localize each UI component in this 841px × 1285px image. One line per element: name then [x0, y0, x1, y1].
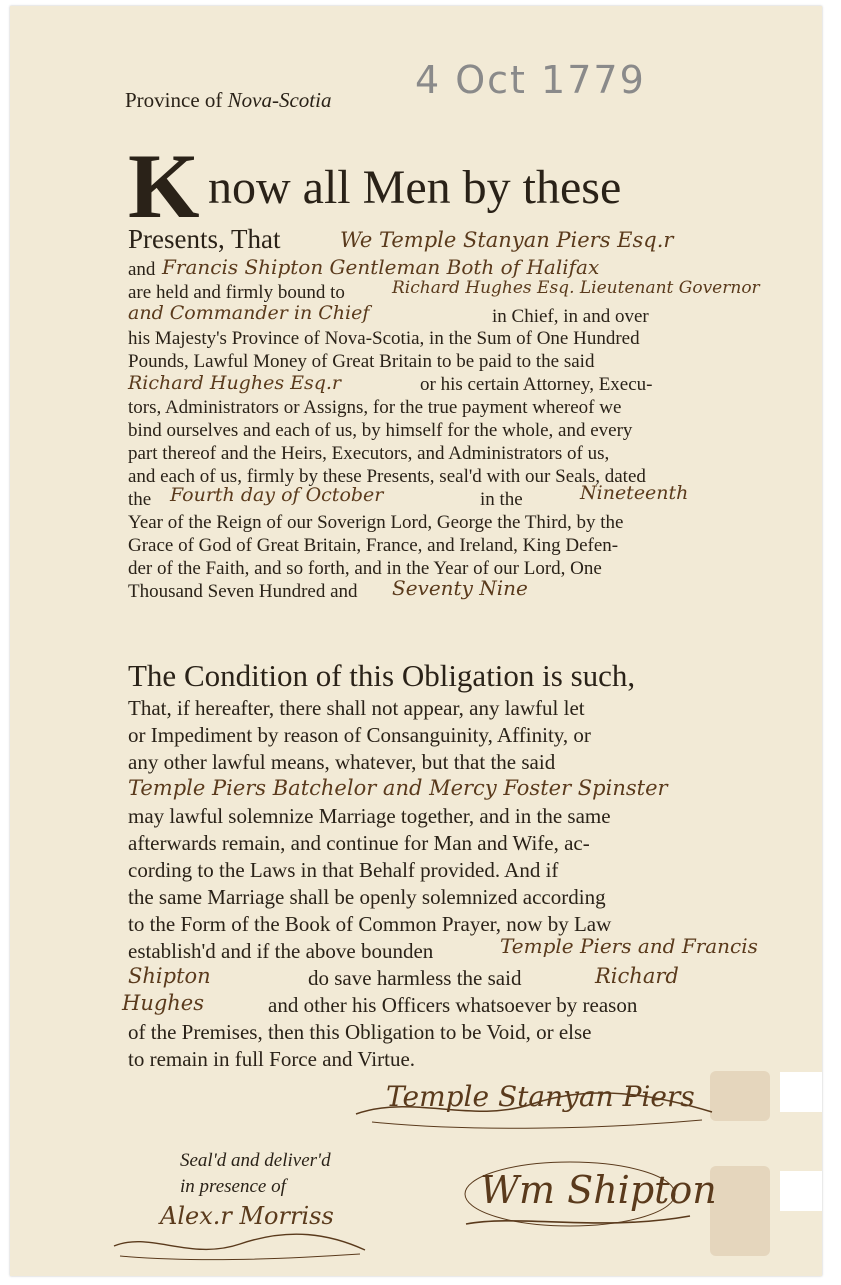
condition-line: any other lawful means, whatever, but that the said	[128, 750, 556, 774]
bond-line: part thereof and the Heirs, Executors, and Administrators of us,	[128, 443, 610, 464]
said-handwriting-2: Hughes	[122, 991, 205, 1015]
and-label: and	[128, 259, 156, 280]
drop-cap: K	[128, 135, 200, 237]
obligee-handwriting-2: and Commander in Chief	[128, 302, 370, 324]
signature-2	[460, 1154, 717, 1239]
province-name: Nova-Scotia	[227, 88, 332, 112]
condition-line: to remain in full Force and Virtue.	[128, 1047, 416, 1071]
condition-heading: The Condition of this Obligation is such,	[128, 658, 636, 693]
bond-document	[10, 6, 822, 1276]
condition-line: afterwards remain, and continue for Man and Wife, ac-	[128, 831, 590, 855]
bond-line: der of the Faith, and so forth, and in the Year of our Lord, One	[128, 558, 602, 579]
province-label: Province of	[125, 88, 223, 112]
condition-line: to the Form of the Book of Common Prayer, now by Law	[128, 912, 612, 936]
condition-line: of the Premises, then this Obligation to be Void, or else	[128, 1020, 592, 1044]
obligee-handwriting-1: Richard Hughes Esq. Lieutenant Governor	[392, 278, 760, 298]
bond-line: bind ourselves and each of us, by himself for the whole, and every	[128, 420, 633, 441]
signer-1-name: Temple Stanyan Piers	[386, 1080, 695, 1113]
obligee-handwriting-3: Richard Hughes Esq.r	[128, 372, 342, 394]
bond-line: his Majesty's Province of Nova-Scotia, in the Sum of One Hundred	[128, 328, 640, 349]
witness-signature: Alex.r Morriss	[160, 1202, 334, 1230]
condition-line: establish'd and if the above bounden	[128, 939, 434, 963]
bounden-handwriting-2: Shipton	[128, 964, 211, 988]
year-handwriting: Seventy Nine	[392, 576, 528, 600]
witness-flourish	[110, 1226, 370, 1266]
bond-line: Grace of God of Great Britain, France, and Ireland, King Defen-	[128, 535, 619, 556]
presents-label: Presents, That	[128, 224, 281, 254]
obligors-handwriting-1: We Temple Stanyan Piers Esq.r	[340, 228, 674, 252]
headline-text: now all Men by these	[208, 161, 622, 214]
condition-line: do save harmless the said	[308, 966, 522, 990]
signature-1	[352, 1074, 722, 1139]
bond-line: Pounds, Lawful Money of Great Britain to be paid to the said	[128, 351, 595, 372]
condition-line: That, if hereafter, there shall not appear, any lawful let	[128, 696, 585, 720]
signer-2-name: Wm Shipton	[480, 1168, 717, 1212]
bounden-handwriting-1: Temple Piers and Francis	[500, 934, 758, 958]
presence-label: in presence of	[180, 1176, 286, 1197]
bond-line: Year of the Reign of our Soverign Lord, George the Third, by the	[128, 512, 624, 533]
parties-handwriting: Temple Piers Batchelor and Mercy Foster Spinster	[128, 776, 668, 800]
condition-line: may lawful solemnize Marriage together, and in the same	[128, 804, 611, 828]
in-the-label: in the	[480, 489, 523, 510]
condition-line: and other his Officers whatsoever by reason	[268, 993, 638, 1017]
sealed-label: Seal'd and deliver'd	[180, 1150, 331, 1171]
bond-line: tors, Administrators or Assigns, for the true payment whereof we	[128, 397, 622, 418]
bound-label: are held and firmly bound to	[128, 282, 345, 303]
paper-stain	[710, 1166, 770, 1256]
witness-block	[180, 1148, 331, 1200]
bond-line: Thousand Seven Hundred and	[128, 581, 358, 602]
condition-line: cording to the Laws in that Behalf provided. And if	[128, 858, 559, 882]
torn-edge	[780, 1171, 822, 1211]
the-label: the	[128, 489, 152, 510]
torn-edge	[780, 1072, 822, 1112]
regnal-year-handwriting: Nineteenth	[580, 482, 689, 504]
bond-line: and each of us, firmly by these Presents, seal'd with our Seals, dated	[128, 466, 646, 487]
obligors-handwriting-2: Francis Shipton Gentleman Both of Halifax	[162, 255, 600, 279]
bond-line: in Chief, in and over	[492, 306, 649, 327]
date-handwriting: Fourth day of October	[170, 484, 384, 506]
bond-line: or his certain Attorney, Execu-	[420, 374, 653, 395]
headline	[128, 135, 622, 237]
said-handwriting-1: Richard	[595, 964, 679, 988]
condition-line: or Impediment by reason of Consanguinity, Affinity, or	[128, 723, 591, 747]
condition-line: the same Marriage shall be openly solemnized according	[128, 885, 606, 909]
pencil-date-note: 4 Oct 1779	[415, 58, 646, 102]
province-heading	[125, 88, 331, 113]
